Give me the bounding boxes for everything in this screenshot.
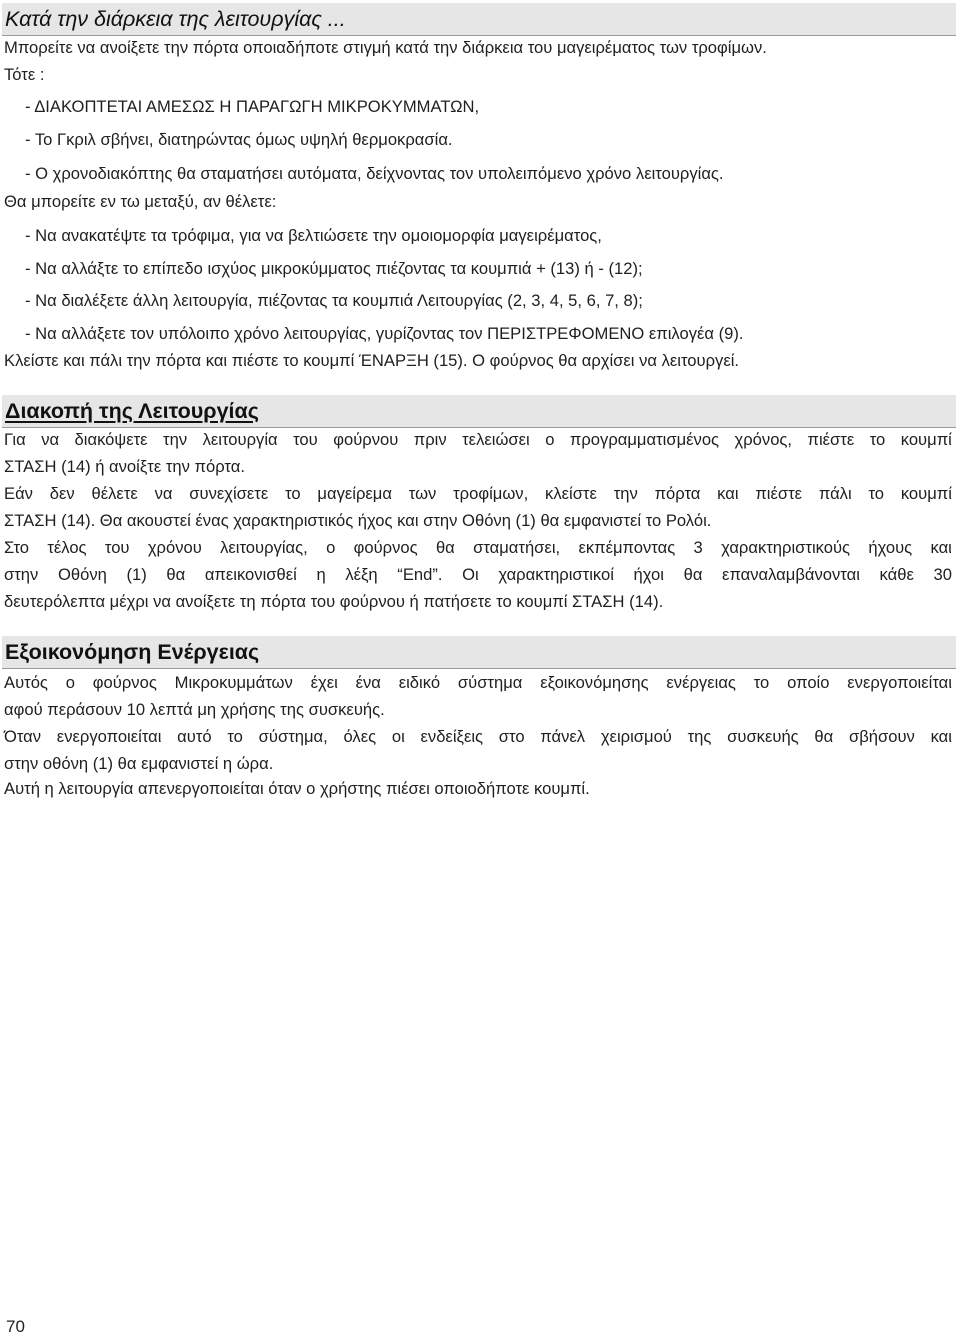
- paragraph-line: στην Οθόνη (1) θα απεικονισθεί η λέξη “End”. Οι χαρακτηριστικοί ήχοι θα επαναλαμβάνονται κάθε 30: [4, 565, 952, 584]
- list-item: - Να αλλάξετε τον υπόλοιπο χρόνο λειτουργίας, γυρίζοντας τον ΠΕΡΙΣΤΡΕΦΟΜΕΝΟ επιλογέα (9).: [25, 324, 744, 343]
- list-item: - ΔΙΑΚΟΠΤΕΤΑΙ ΑΜΕΣΩΣ Η ΠΑΡΑΓΩΓΗ ΜΙΚΡΟΚΥΜΜΑΤΩΝ,: [25, 97, 480, 116]
- paragraph-line: Αυτός ο φούρνος Μικροκυμμάτων έχει ένα ειδικό σύστημα εξοικονόμησης ενέργειας το οποίο ενεργοποιείται: [4, 673, 952, 692]
- paragraph-line: Όταν ενεργοποιείται αυτό το σύστημα, όλες οι ενδείξεις στο πάνελ χειρισμού της συσκευής θα σβήσουν και: [4, 727, 952, 746]
- paragraph-line: Κλείστε και πάλι την πόρτα και πιέστε το κουμπί ΈΝΑΡΞΗ (15). Ο φούρνος θα αρχίσει να λειτουργεί.: [4, 351, 740, 370]
- paragraph-line: Για να διακόψετε την λειτουργία του φούρνου πριν τελειώσει ο προγραμματισμένος χρόνος, πιέστε το κουμπί: [4, 430, 952, 449]
- page-number: 70: [6, 1317, 25, 1336]
- paragraph-line: Θα μπορείτε εν τω μεταξύ, αν θέλετε:: [4, 192, 277, 211]
- paragraph-line: Στο τέλος του χρόνου λειτουργίας, ο φούρνος θα σταματήσει, εκπέμποντας 3 χαρακτηριστικούς ήχους και: [4, 538, 952, 557]
- section-title: Εξοικονόμηση Ενέργειας: [5, 640, 260, 664]
- list-item: - Να ανακατέψτε τα τρόφιμα, για να βελτιώσετε την ομοιομορφία μαγειρέματος,: [25, 226, 602, 245]
- paragraph-line: ΣΤΑΣΗ (14) ή ανοίξτε την πόρτα.: [4, 457, 245, 476]
- paragraph-line: Εάν δεν θέλετε να συνεχίσετε το μαγείρεμα των τροφίμων, κλείστε την πόρτα και πιέστε πάλι το κουμπί: [4, 484, 952, 503]
- list-item: - Το Γκριλ σβήνει, διατηρώντας όμως υψηλή θερμοκρασία.: [25, 130, 453, 149]
- list-item: - Να διαλέξετε άλλη λειτουργία, πιέζοντας τα κουμπιά Λειτουργίας (2, 3, 4, 5, 6, 7, 8);: [25, 291, 643, 310]
- section-header-stop-operation: [2, 395, 956, 428]
- list-item: - Να αλλάξτε το επίπεδο ισχύος μικροκύμματος πιέζοντας τα κουμπιά + (13) ή - (12);: [25, 259, 643, 278]
- section-title: Κατά την διάρκεια της λειτουργίας ...: [5, 7, 346, 31]
- paragraph-line: αφού περάσουν 10 λεπτά μη χρήσης της συσκευής.: [4, 700, 385, 719]
- section-header-energy-saving: [2, 636, 956, 669]
- paragraph-line: στην οθόνη (1) θα εμφανιστεί η ώρα.: [4, 754, 274, 773]
- paragraph-line: Αυτή η λειτουργία απενεργοποιείται όταν ο χρήστης πιέσει οποιοδήποτε κουμπί.: [4, 779, 590, 798]
- paragraph-line: Μπορείτε να ανοίξετε την πόρτα οποιαδήποτε στιγμή κατά την διάρκεια του μαγειρέματος των τροφίμων.: [4, 38, 767, 57]
- paragraph-line: Τότε :: [4, 65, 45, 84]
- paragraph-line: ΣΤΑΣΗ (14). Θα ακουστεί ένας χαρακτηριστικός ήχος και στην Οθόνη (1) θα εμφανιστεί το Ρολόι.: [4, 511, 712, 530]
- list-item: - Ο χρονοδιακόπτης θα σταματήσει αυτόματα, δείχνοντας τον υπολειπόμενο χρόνο λειτουργίας.: [25, 164, 724, 183]
- section-title: Διακοπή της Λειτουργίας: [5, 399, 259, 423]
- paragraph-line: δευτερόλεπτα μέχρι να ανοίξετε τη πόρτα του φούρνου ή πατήσετε το κουμπί ΣΤΑΣΗ (14).: [4, 592, 664, 611]
- section-header-during-operation: [2, 3, 956, 36]
